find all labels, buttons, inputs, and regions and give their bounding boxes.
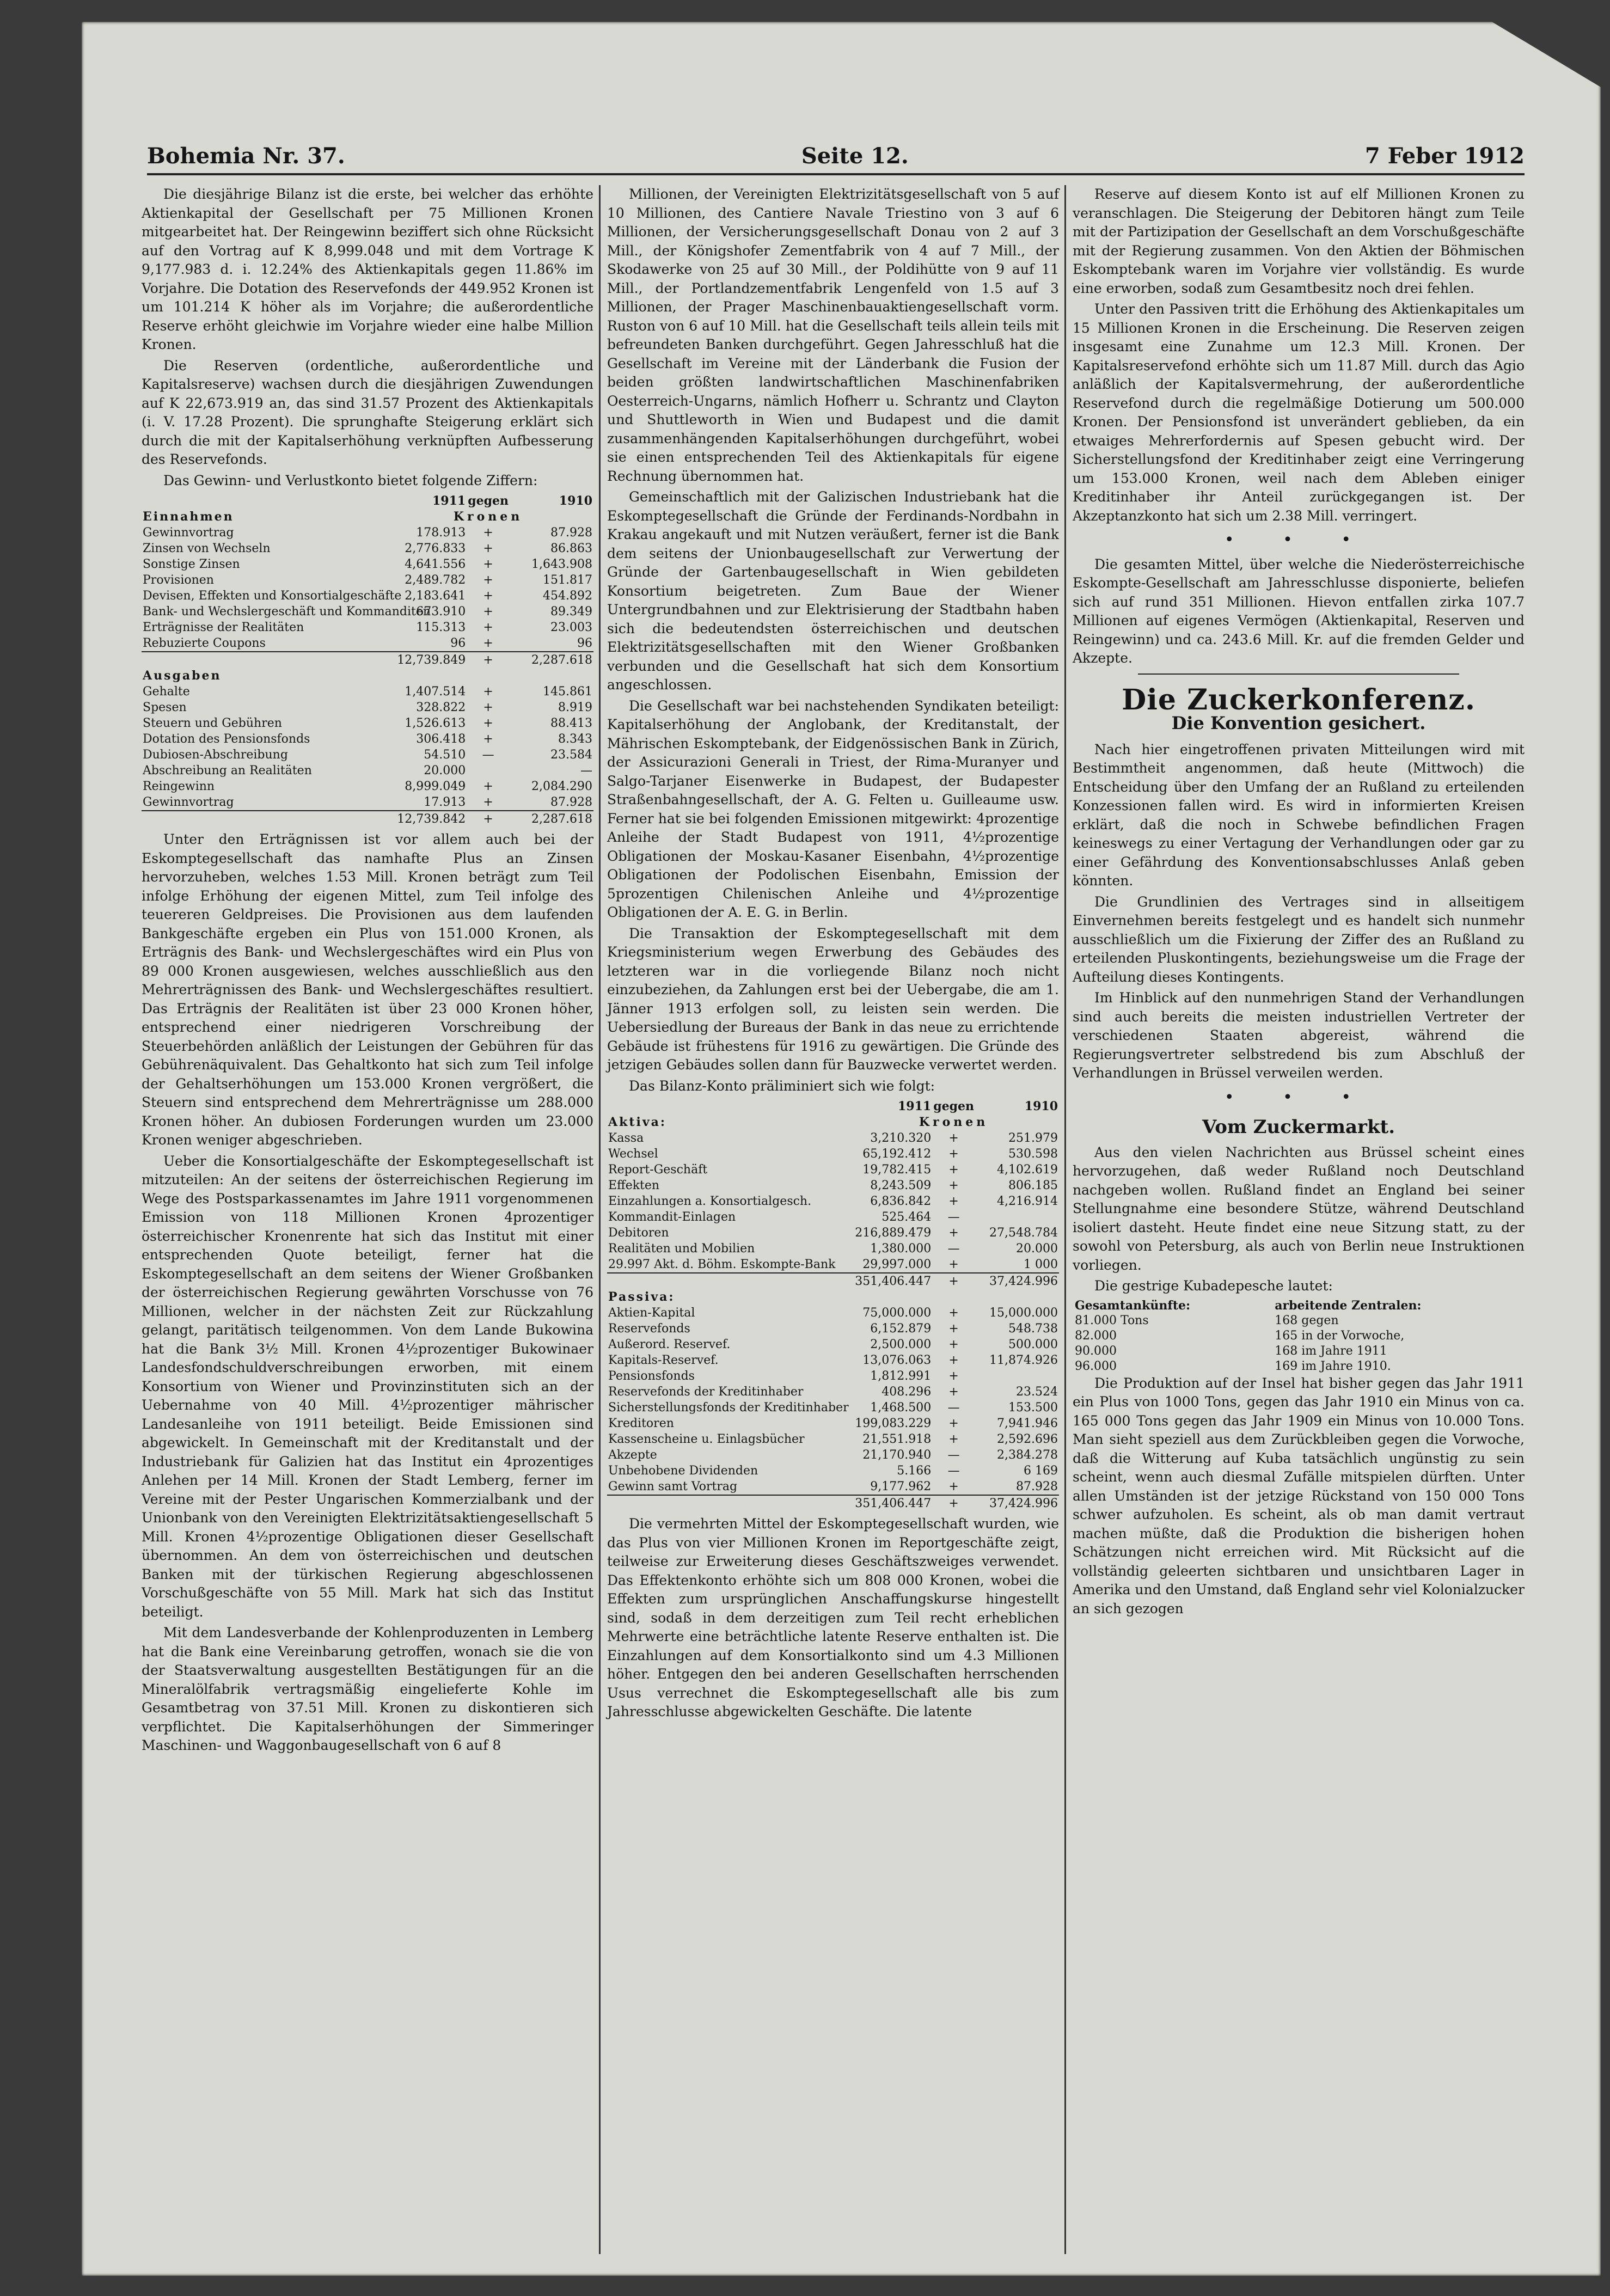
cuba-table xyxy=(1073,1298,1525,1374)
value-1911: 1,380.000 xyxy=(870,1242,932,1256)
table-row xyxy=(607,1384,1059,1400)
row-label: Rebuzierte Coupons xyxy=(143,636,266,650)
table-row xyxy=(1073,1344,1525,1359)
change-sign: + xyxy=(483,717,493,730)
row-label: Effekten xyxy=(608,1179,660,1192)
value-1911: 1,407.514 xyxy=(405,685,466,699)
section-separator: • • • xyxy=(1224,530,1373,549)
change-sign: + xyxy=(483,732,493,746)
row-label: Provisionen xyxy=(143,573,214,587)
row-label: Außerord. Reservef. xyxy=(608,1338,731,1351)
table-row xyxy=(607,1130,1059,1146)
table-header-row xyxy=(142,493,593,509)
table-row xyxy=(607,1178,1059,1193)
column-3 xyxy=(1073,185,1525,2265)
value-1911: 199,083.229 xyxy=(855,1417,932,1430)
value-change: 530.598 xyxy=(1008,1147,1058,1161)
value-1911: 4,641.556 xyxy=(405,558,466,571)
row-label: Gewinn samt Vortrag xyxy=(608,1480,738,1493)
value-1911: 21,170.940 xyxy=(862,1448,932,1462)
row-label: Steuern und Gebühren xyxy=(143,717,282,730)
table-row xyxy=(142,620,593,635)
table-row xyxy=(1073,1359,1525,1374)
value-1911: 6,152.879 xyxy=(870,1322,932,1336)
value-1911: 20.000 xyxy=(424,764,466,777)
value-change: 806.185 xyxy=(1008,1179,1058,1192)
value-1911: 1,468.500 xyxy=(870,1401,932,1415)
value-change: 2,592.696 xyxy=(997,1432,1058,1446)
change-sign: + xyxy=(948,1322,959,1336)
table-row xyxy=(142,684,593,700)
gewinn-verlust-table xyxy=(142,493,593,827)
table-row xyxy=(607,1209,1059,1225)
row-label: Dubiosen-Abschreibung xyxy=(143,748,288,762)
paragraph: Millionen, der Vereinigten Elektrizitätsgesellschaft von 5 auf 10 Millionen, des Cantiere Navale Triestino von 3 auf 6 Millionen, der Versicherungsgesellschaft Donau von 2 auf 3 Mill., der Königshofer Zementfabrik von 4 auf 7 Mill., der Skodawerke von 25 auf 30 Mill., der Poldihütte von 9 auf 11 Mill., der Portlandzementfabrik Lengenfeld von 1.5 auf 3 Millionen, der Prager Maschinenbauaktiengesellschaft vorm. Ruston von 6 auf 10 Mill. hat die Gesellschaft teils allein teils mit befreundeten Banken durchgeführt. Gegen Jahresschluß hat die Gesellschaft im Vereine mit der Länderbank die Fusion der beiden größten landwirtschaftlichen Maschinenfabriken Oesterreich-Ungarns, nämlich Hofherr u. Schrantz und Clayton und Shuttleworth in Wien und Budapest und die damit zusammenhängenden Kapitalserhöhungen durchgeführt, wobei sie einen entsprechenden Teil des Aktienkapitals für eigene Rechnung übernommen hat. xyxy=(607,186,1059,484)
row-label: Gehalte xyxy=(143,685,190,699)
folded-corner xyxy=(1492,22,1601,87)
change-sign: + xyxy=(948,1163,959,1177)
aktiva-rows xyxy=(607,1130,1059,1273)
value-1911: 8,243.509 xyxy=(870,1179,932,1192)
paragraph: Das Gewinn- und Verlustkonto bietet folgende Ziffern: xyxy=(163,472,538,488)
change-sign: + xyxy=(483,795,493,809)
change-sign: + xyxy=(948,1226,959,1240)
value-1911: 178.913 xyxy=(416,526,466,540)
change-sign: + xyxy=(483,605,493,619)
section-title: Ausgaben xyxy=(143,669,222,683)
value-change: 8.919 xyxy=(558,701,592,714)
paragraph: Die gestrige Kubadepesche lautet: xyxy=(1094,1278,1333,1294)
change-sign: + xyxy=(483,636,493,650)
row-label: Reingewinn xyxy=(143,780,215,793)
table-row xyxy=(607,1193,1059,1209)
header-left: Bohemia Nr. 37. xyxy=(147,143,345,169)
row-label: Akzepte xyxy=(608,1448,657,1462)
table-row xyxy=(607,1463,1059,1479)
table-row xyxy=(607,1305,1059,1321)
table-row xyxy=(142,588,593,604)
row-label: Kassa xyxy=(608,1131,644,1145)
change-sign: — xyxy=(482,748,494,762)
value-change xyxy=(975,1209,1059,1225)
value-change: 500.000 xyxy=(1008,1338,1058,1351)
table-row xyxy=(142,763,593,779)
total-row: 12,739.849 + 2,287.618 xyxy=(142,652,593,668)
row-label: Report-Geschäft xyxy=(608,1163,708,1177)
paragraph: Die gesamten Mittel, über welche die Niederösterreichische Eskompte-Gesellschaft am Jahresschlusse disponierte, beliefen sich auf rund 351 Millionen. Hievon entfallen zirka 107.7 Millionen auf eigenes Vermögen (Aktienkapital, Reserven und Reingewinn) und ca. 243.6 Mill. Kr. auf die fremden Gelder und Akzepte. xyxy=(1073,556,1525,666)
table-row xyxy=(607,1321,1059,1337)
table-row xyxy=(607,1447,1059,1463)
value-1911: 2,183.641 xyxy=(405,589,466,603)
change-sign: — xyxy=(947,1401,960,1415)
paragraph: Unter den Erträgnissen ist vor allem auch bei der Eskomptegesellschaft das namhafte Plus an Zinsen hervorzuheben, welches 1.53 Mill. Kronen beträgt zum Teil infolge Erhöhung der eigenen Mittel, zum Teil infolge des teuereren Geldpreises. Die Provisionen aus dem laufenden Bankgeschäfte ergeben ein Plus von 151.000 Kronen, als Erträgnis des Bank- und Wechslergeschäftes wird ein Plus von 89 000 Kronen ausgewiesen, welches ausschließlich aus den Mehrerträgnissen des Bank- und Wechslergeschäftes resultiert. Das Erträgnis der Realitäten ist über 23 000 Kronen höher, entsprechend einer niedrigeren Vorschreibung der Steuerbehörden anläßlich der Leistungen der Gebühren für das Gebührenäquivalent. Das Gehaltkonto hat sich zum Teil infolge der Gehaltserhöhungen um 153.000 Kronen vergrößert, die Steuern sind entsprechend dem Mehrerträgnisse um 288.000 Kronen höher. An dubiosen Forderungen wurden um 23.000 Kronen weniger abgeschrieben. xyxy=(142,831,593,1148)
table-cell: 169 im Jahre 1910. xyxy=(1275,1359,1391,1373)
change-sign: + xyxy=(948,1131,959,1145)
change-sign: + xyxy=(483,542,493,555)
header-center: Seite 12. xyxy=(801,143,909,169)
value-change: 548.738 xyxy=(1008,1322,1058,1336)
change-sign: + xyxy=(483,780,493,793)
paragraph: Im Hinblick auf den nunmehrigen Stand der Verhandlungen sind auch bereits die meisten industriellen Vertreter der verschiedenen Staaten abgereist, während die Regierungsvertreter selbstredend bis zum Abschluß der Verhandlungen in Brüssel verweilen werden. xyxy=(1073,990,1525,1081)
change-sign: + xyxy=(948,1195,959,1208)
paragraph: Die Gesellschaft war bei nachstehenden Syndikaten beteiligt: Kapitalserhöhung der Anglobank, der Kreditanstalt, der Mährischen Eskomptebank, der Eidgenössischen Bank in Zürich, der Assicurazioni Generali in Triest, der Rima-Muranyer und Salgo-Tarjaner Eisenwerke in Budapest, der Budapester Straßenbahngesellschaft, der A. G. Felten u. Guilleaume usw. Ferner hat sie bei folgenden Emissionen mitgewirkt: 4prozentige Anleihe der Stadt Budapest von 1911, 4½prozentige Obligationen der Moskau-Kasaner Eisenbahn, 4½prozentige Obligationen der Podolischen Eisenbahn, Emission der 5prozentigen Chilenischen Anleihe und 4½prozentige Obligationen der A. E. G. in Berlin. xyxy=(607,697,1059,920)
value-1911: 13,076.063 xyxy=(862,1354,932,1367)
value-1911: 3,210.320 xyxy=(870,1131,932,1145)
value-1911: 525.464 xyxy=(881,1210,932,1224)
row-label: Devisen, Effekten und Konsortialgeschäfte xyxy=(143,589,402,603)
value-change: — xyxy=(580,764,592,777)
paragraph: Die diesjährige Bilanz ist die erste, bei welcher das erhöhte Aktienkapital der Gesellschaft per 75 Millionen Kronen mitgearbeitet hat. Der Reingewinn beziffert sich ohne Rücksicht auf den Vortrag auf K 8,999.048 und mit dem Vortrage K 9,177.983 d. i. 12.24% des Aktienkapitals gegen 11.86% im Vorjahre. Die Dotation des Reservefonds der 449.952 Kronen ist um 101.214 K höher als im Vorjahre; die außerordentliche Reserve erhöht gleichwie im Vorjahre wieder eine halbe Million Kronen. xyxy=(142,186,593,352)
value-1911: 408.296 xyxy=(881,1385,932,1399)
table-row xyxy=(142,747,593,763)
paragraph: Nach hier eingetroffenen privaten Mitteilungen wird mit Bestimmtheit angenommen, daß heute (Mittwoch) die Entscheidung über den Umfang der an Rußland zu erteilenden Konzessionen fallen wird. Es wird in informierten Kreisen erklärt, daß die noch in Schwebe befindlichen Fragen keineswegs zu einer Vertagung der Verhandlungen oder gar zu einer Gefährdung des Konventionsabschlusses Anlaß geben könnten. xyxy=(1073,741,1525,889)
value-change: 88.413 xyxy=(550,717,592,730)
column-divider xyxy=(599,185,601,2254)
value-change: 1 000 xyxy=(1024,1258,1058,1271)
value-change: 7,941.946 xyxy=(997,1417,1058,1430)
table-row xyxy=(142,541,593,556)
table-row xyxy=(142,731,593,747)
unit-label: Kronen xyxy=(453,510,523,524)
paragraph: Mit dem Landesverbande der Kohlenproduzenten in Lemberg hat die Bank eine Vereinbarung getroffen, wonach sie die von der Staatsverwaltung ausgestellten Bestätigungen für an die Mineralölfabrik vertragsmäßig eingelieferte Kohle im Gesamtbetrag von 37.51 Mill. Kronen zu diskontieren sich verpflichtet. Die Kapitalserhöhungen der Simmeringer Maschinen- und Waggonbaugesellschaft von 6 auf 8 xyxy=(142,1625,593,1753)
value-change: 8.343 xyxy=(558,732,592,746)
change-sign: + xyxy=(948,1432,959,1446)
row-label: Reservefonds xyxy=(608,1322,690,1336)
paragraph: Die Transaktion der Eskomptegesellschaft mit dem Kriegsministerium wegen Erwerbung des Gebäudes des letzteren war in die vorliegende Bilanz noch nicht einzubeziehen, da Zahlungen erst bei der Uebergabe, die am 1. Jänner 1913 erfolgen soll, zu leisten sein werden. Die Uebersiedlung der Bureaus der Bank in das neue zu errichtende Gebäude ist frühestens für 1916 zu gewärtigen. Die Gründe des jetzigen Gebäudes sollen dann für Bauzwecke verwertet werden. xyxy=(607,925,1059,1073)
table-row xyxy=(607,1162,1059,1178)
column-1 xyxy=(142,185,593,2265)
value-change: 454.892 xyxy=(543,589,592,603)
table-row xyxy=(607,1146,1059,1162)
table-row xyxy=(142,604,593,620)
paragraph: Die Grundlinien des Vertrages sind in allseitigem Einvernehmen bereits festgelegt und es handelt sich nunmehr ausschließlich um die Fixierung der Ziffer des an Rußland zu erteilenden Pluskontingents, beziehungsweise um die Frage der Aufteilung dieses Kontingents. xyxy=(1073,893,1525,985)
change-sign: + xyxy=(483,621,493,634)
paragraph: Unter den Passiven tritt die Erhöhung des Aktienkapitales um 15 Millionen Kronen in die Erscheinung. Die Reserven zeigen insgesamt eine Zunahme um 12.3 Mill. Kronen. Der Kapitalsreservefond erhöhte sich um 11.87 Mill. durch das Agio anläßlich der Kapitalsvermehrung, der außerordentliche Reservefond durch die regelmäßige Dotierung um 500.000 Kronen. Der Pensionsfond ist unverändert geblieben, da ein etwaiges Mehrerfordernis auf Spesen gebucht wird. Der Sicherstellungsfond der Kreditinhaber zeigt eine Verringerung um 153.000 Kronen, weil nach dem Ableben einiger Kreditinhaber ihr Anteil zurückgegangen ist. Der Akzeptanzkonto hat sich um 2.38 Mill. verringert. xyxy=(1073,301,1525,524)
value-1911: 2,500.000 xyxy=(870,1338,932,1351)
value-1911: 8,999.049 xyxy=(405,780,466,793)
row-label: Dotation des Pensionsfonds xyxy=(143,732,310,746)
value-1911: 115.313 xyxy=(416,621,466,634)
value-change xyxy=(975,1368,1059,1384)
change-sign: + xyxy=(948,1147,959,1161)
change-sign: + xyxy=(483,573,493,587)
table-cell: 81.000 Tons xyxy=(1075,1313,1149,1327)
row-label: Debitoren xyxy=(608,1226,669,1240)
table-header-row: 1911 gegen 1910 xyxy=(898,1099,1058,1113)
row-label: Gewinnvortrag xyxy=(143,526,234,540)
table-row xyxy=(142,525,593,541)
article-subheadline: Die Konvention gesichert. xyxy=(1171,713,1426,733)
table-header-row: Gesamtankünfte: arbeitende Zentralen: xyxy=(1075,1298,1422,1313)
change-sign: — xyxy=(947,1242,960,1256)
row-label: Sonstige Zinsen xyxy=(143,558,240,571)
value-1911: 21,551.918 xyxy=(862,1432,932,1446)
section-title: Einnahmen xyxy=(143,510,234,524)
value-1911: 96 xyxy=(450,636,466,650)
value-change: 27,548.784 xyxy=(989,1226,1058,1240)
value-change: 2,084.290 xyxy=(531,780,592,793)
value-change: 2,384.278 xyxy=(997,1448,1058,1462)
table-row xyxy=(142,572,593,588)
section-title: Aktiva: xyxy=(608,1115,666,1129)
value-change: 153.500 xyxy=(1008,1401,1058,1415)
table-row xyxy=(607,1241,1059,1257)
section-headline: Vom Zuckermarkt. xyxy=(1202,1116,1395,1138)
value-change: 6 169 xyxy=(1024,1464,1058,1478)
table-row xyxy=(142,700,593,715)
paragraph: Die Reserven (ordentliche, außerordentliche und Kapitalsreserve) wachsen durch die diesjährigen Zuwendungen auf K 22,673.919 an, das sind 31.57 Prozent des Aktienkapitals (i. V. 17.28 Prozent). Die sprunghafte Steigerung erklärt sich durch die mit der Kapitalserhöhung verknüpften Aufbesserung des Reservefonds. xyxy=(142,357,593,467)
value-change: 4,216.914 xyxy=(997,1195,1058,1208)
table-row xyxy=(607,1225,1059,1241)
row-label: Erträgnisse der Realitäten xyxy=(143,621,304,634)
ausgaben-rows xyxy=(142,684,593,811)
value-1911: 17.913 xyxy=(424,795,466,809)
value-change: 89.349 xyxy=(550,605,592,619)
total-row: 12,739.842 + 2,287.618 xyxy=(142,811,593,827)
table-cell: 168 im Jahre 1911 xyxy=(1275,1344,1387,1358)
year-1911: 1911 xyxy=(432,494,466,508)
value-change: 20.000 xyxy=(1016,1242,1058,1256)
column-2 xyxy=(607,185,1059,2265)
value-change: 4,102.619 xyxy=(997,1163,1058,1177)
value-1911: 216,889.479 xyxy=(855,1226,932,1240)
value-change: 151.817 xyxy=(543,573,592,587)
table-row xyxy=(607,1368,1059,1384)
change-sign: + xyxy=(483,685,493,699)
row-label: Kapitals-Reservef. xyxy=(608,1354,719,1367)
change-sign: + xyxy=(948,1369,959,1383)
row-label: Realitäten und Mobilien xyxy=(608,1242,755,1256)
gegen: gegen xyxy=(468,494,509,508)
row-label: Kommandit-Einlagen xyxy=(608,1210,736,1224)
total-row: 351,406.447 + 37,424.996 xyxy=(607,1273,1059,1289)
value-change: 87.928 xyxy=(550,526,592,540)
table-row xyxy=(607,1416,1059,1431)
row-label: Reservefonds der Kreditinhaber xyxy=(608,1385,804,1399)
value-1911: 306.418 xyxy=(416,732,466,746)
change-sign: — xyxy=(947,1464,960,1478)
newspaper-page xyxy=(82,22,1601,2276)
value-change: 1,643.908 xyxy=(531,558,592,571)
change-sign xyxy=(467,763,510,779)
year-1910: 1910 xyxy=(559,494,592,508)
table-row xyxy=(142,635,593,652)
header-right: 7 Feber 1912 xyxy=(1364,143,1525,169)
passiva-rows xyxy=(607,1305,1059,1495)
value-change: 23.584 xyxy=(550,748,592,762)
paragraph: Gemeinschaftlich mit der Galizischen Industriebank hat die Eskomptegesellschaft die Gründe der Ferdinands-Nordbahn in Krakau angekauft und mit Nutzen veräußert, ferner ist die Bank dem seitens der Unionbaugesellschaft zur Verwertung der Gründe der Gartenbaugesellschaft in Wien gebildeten Konsortium beigetreten. Zum Baue der Wiener Untergrundbahnen und zur Elektrisierung der Stadtbahn haben sich die bedeutendsten österreichischen und deutschen Elektrizitätsgesellschaften mit den Wiener Großbanken verbunden und die Gesellschaft hat sich dem Konsortium angeschlossen. xyxy=(607,489,1059,693)
unit-label: Kronen xyxy=(919,1115,989,1129)
row-label: Sicherstellungsfonds der Kreditinhaber xyxy=(608,1401,849,1415)
table-row xyxy=(607,1400,1059,1416)
cuba-rows xyxy=(1073,1313,1525,1374)
row-label: Pensionsfonds xyxy=(608,1369,695,1383)
change-sign: + xyxy=(948,1306,959,1320)
row-label: Aktien-Kapital xyxy=(608,1306,695,1320)
value-change: 23.524 xyxy=(1016,1385,1058,1399)
value-1911: 673.910 xyxy=(416,605,466,619)
value-1911: 65,192.412 xyxy=(862,1147,932,1161)
table-cell: 168 gegen xyxy=(1275,1313,1339,1327)
bilanz-table xyxy=(607,1099,1059,1511)
page-header xyxy=(147,131,1525,175)
row-label: Einzahlungen a. Konsortialgesch. xyxy=(608,1195,812,1208)
table-row xyxy=(1073,1313,1525,1328)
table-row xyxy=(607,1337,1059,1352)
change-sign: + xyxy=(948,1417,959,1430)
value-change: 87.928 xyxy=(1016,1480,1058,1493)
value-change: 23.003 xyxy=(550,621,592,634)
row-label: Unbehobene Dividenden xyxy=(608,1464,758,1478)
table-row xyxy=(1073,1328,1525,1344)
change-sign: + xyxy=(483,526,493,540)
value-1911: 1,526.613 xyxy=(405,717,466,730)
paragraph: Das Bilanz-Konto präliminiert sich wie folgt: xyxy=(629,1077,935,1094)
column-divider xyxy=(1064,185,1066,2254)
value-1911: 75,000.000 xyxy=(862,1306,932,1320)
value-change: 251.979 xyxy=(1008,1131,1058,1145)
article-headline: Die Zuckerkonferenz. xyxy=(1122,683,1476,717)
change-sign: + xyxy=(948,1480,959,1493)
value-1911: 19,782.415 xyxy=(862,1163,932,1177)
change-sign: + xyxy=(483,558,493,571)
row-label: Gewinnvortrag xyxy=(143,795,234,809)
change-sign: — xyxy=(947,1448,960,1462)
table-cell: 90.000 xyxy=(1075,1344,1117,1358)
value-change: 15,000.000 xyxy=(989,1306,1058,1320)
table-row xyxy=(142,779,593,794)
change-sign: + xyxy=(483,701,493,714)
row-label: 29.997 Akt. d. Böhm. Eskompte-Bank xyxy=(608,1258,836,1271)
row-label: Wechsel xyxy=(608,1147,658,1161)
table-cell: 82.000 xyxy=(1075,1328,1117,1343)
row-label: Zinsen von Wechseln xyxy=(143,542,271,555)
value-1911: 5.166 xyxy=(897,1464,932,1478)
change-sign: + xyxy=(483,589,493,603)
paragraph: Die vermehrten Mittel der Eskomptegesellschaft wurden, wie das Plus von vier Millionen Kronen im Reportgeschäfte zeigt, teilweise zur Erweiterung dieses Geschäftszweiges verwendet. Das Effektenkonto erhöhte sich um 808 000 Kronen, wobei die Effekten zum ursprünglichen Anschaffungskurse hingestellt sind, sodaß in dem derzeitigen zum Teil recht erheblichen Mehrwerte eine beträchtliche latente Reserve enthalten ist. Die Einzahlungen auf dem Konsortialkonto sind um 4.3 Millionen höher. Entgegen den bei anderen Gesellschaften herrschenden Usus verrechnet die Eskomptegesellschaft alle bis zum Jahresschlusse abgewickelten Geschäfte. Die latente xyxy=(607,1516,1059,1719)
row-label: Kassenscheine u. Einlagsbücher xyxy=(608,1432,805,1446)
row-label: Abschreibung an Realitäten xyxy=(143,764,312,777)
value-change: 86.863 xyxy=(550,542,592,555)
value-1911: 9,177.962 xyxy=(870,1480,932,1493)
table-row xyxy=(142,715,593,731)
table-row xyxy=(607,1352,1059,1368)
paragraph: Ueber die Konsortialgeschäfte der Eskomptegesellschaft ist mitzuteilen: An der seitens der österreichischen Regierung im Wege des Postsparkassenamtes im Jahre 1911 vorgenommenen Emission von 118 Millionen Kronen 4prozentiger österreichischer Kronenrente hat sich das Institut mit einer entsprechenden Quote beteiligt, ferner hat die Eskomptegesellschaft an dem seitens der Wiener Großbanken der österreichischen Regierung gewährten Vorschusse von 76 Millionen, welcher in der nächsten Zeit zur Rückzahlung gelangt, paritätisch teilgenommen. Von dem Lande Bukowina hat die Bank 3½ Mill. Kronen 4½prozentiger Bukowinaer Landesfondschuldverschreibungen erworben, mit einem Konsortium von Wiener und Provinzinstituten sich an der Uebernahme von 40 Mill. 4½prozentiger mährischer Landesanleihe von 1911 beteiligt. Beide Emissionen sind abgewickelt. In Gemeinschaft mit der Kreditanstalt und der Industriebank für Galizien hat das Institut ein 4prozentiges Anlehen per 14 Mill. Kronen der Stadt Lemberg, ferner im Vereine mit der Pester Ungarischen Kommerzialbank und der Unionbank von den Vereinigten Elektrizitätsaktiengesellschaft 5 Mill. Kronen 4½prozentige Obligationen dieser Gesellschaft übernommen. An dem von österreichischen und deutschen Banken mit der türkischen Regierung abgeschlossenen Vorschußgeschäfte von 55 Mill. Mark hat sich das Institut beteiligt. xyxy=(142,1153,593,1620)
table-row xyxy=(607,1257,1059,1273)
table-row xyxy=(142,794,593,811)
paragraph: Aus den vielen Nachrichten aus Brüssel scheint eines hervorzugehen, daß weder Rußland noch Deutschland nachgeben wollen. Rußland findet an England bei seiner Stellungnahme eine besondere Stütze, während Deutschland isoliert dasteht. Heute findet eine neue Sitzung statt, zu der sowohl von Petersburg, als auch von Berlin neue Instruktionen vorliegen. xyxy=(1073,1144,1525,1273)
value-1911: 328.822 xyxy=(416,701,466,714)
table-cell: 165 in der Vorwoche, xyxy=(1275,1328,1405,1343)
change-sign: + xyxy=(948,1354,959,1367)
value-1911: 1,812.991 xyxy=(870,1369,932,1383)
paragraph: Reserve auf diesem Konto ist auf elf Millionen Kronen zu veranschlagen. Die Steigerung der Debitoren hängt zum Teile mit der Partizipation der Gesellschaft an dem Vorschußgeschäfte mit der Regierung zusammen. Von den Aktien der Böhmischen Eskomptebank waren im Vorjahre vier vollständig. Es wurde eine erworben, sodaß zum Gesamtbesitz noch drei fehlen. xyxy=(1073,186,1525,296)
section-separator: • • • xyxy=(1224,1087,1373,1107)
value-change: 96 xyxy=(577,636,592,650)
table-cell: 96.000 xyxy=(1075,1359,1117,1373)
value-1911: 54.510 xyxy=(424,748,466,762)
change-sign: — xyxy=(947,1210,960,1224)
row-label: Spesen xyxy=(143,701,187,714)
change-sign: + xyxy=(948,1179,959,1192)
value-change: 145.861 xyxy=(543,685,592,699)
value-1911: 2,776.833 xyxy=(405,542,466,555)
divider-line xyxy=(1138,674,1459,675)
value-1911: 29,997.000 xyxy=(862,1258,932,1271)
row-label: Kreditoren xyxy=(608,1417,674,1430)
einnahmen-rows xyxy=(142,525,593,652)
change-sign: + xyxy=(948,1338,959,1351)
value-change: 87.928 xyxy=(550,795,592,809)
change-sign: + xyxy=(948,1258,959,1271)
paragraph: Die Produktion auf der Insel hat bisher gegen das Jahr 1911 ein Plus von 1000 Tons, gegen das Jahr 1910 ein Minus von ca. 165 000 Tons gegen das Jahr 1909 ein Minus von 10.000 Tons. Man sieht speziell aus dem Zurückbleiben gegen die Vorwoche, daß die Witterung auf Kuba tatsächlich ungünstig zu sein scheint, wenn auch diesmal Zufälle mitspielen dürften. Unter allen Umständen ist der jetzige Rückstand von 150 000 Tons schwer aufzuholen. Es scheint, als ob man damit vertraut machen müßte, daß die Produktion die bisherigen hohen Schätzungen nicht erreichen wird. Mit Rücksicht auf die vollständig geleerten sichtbaren und unsichtbaren Lager in Amerika und den Umstand, daß England sehr viel Kolonialzucker an sich gezogen xyxy=(1073,1375,1525,1617)
section-title: Passiva: xyxy=(608,1290,675,1304)
change-sign: + xyxy=(948,1385,959,1399)
table-row xyxy=(607,1431,1059,1447)
table-row xyxy=(607,1479,1059,1495)
value-change: 11,874.926 xyxy=(989,1354,1058,1367)
value-1911: 6,836.842 xyxy=(870,1195,932,1208)
row-label: Bank- und Wechslergeschäft und Kommanditen xyxy=(143,605,431,619)
value-1911: 2,489.782 xyxy=(405,573,466,587)
table-row xyxy=(142,556,593,572)
total-row: 351,406.447 + 37,424.996 xyxy=(607,1495,1059,1511)
